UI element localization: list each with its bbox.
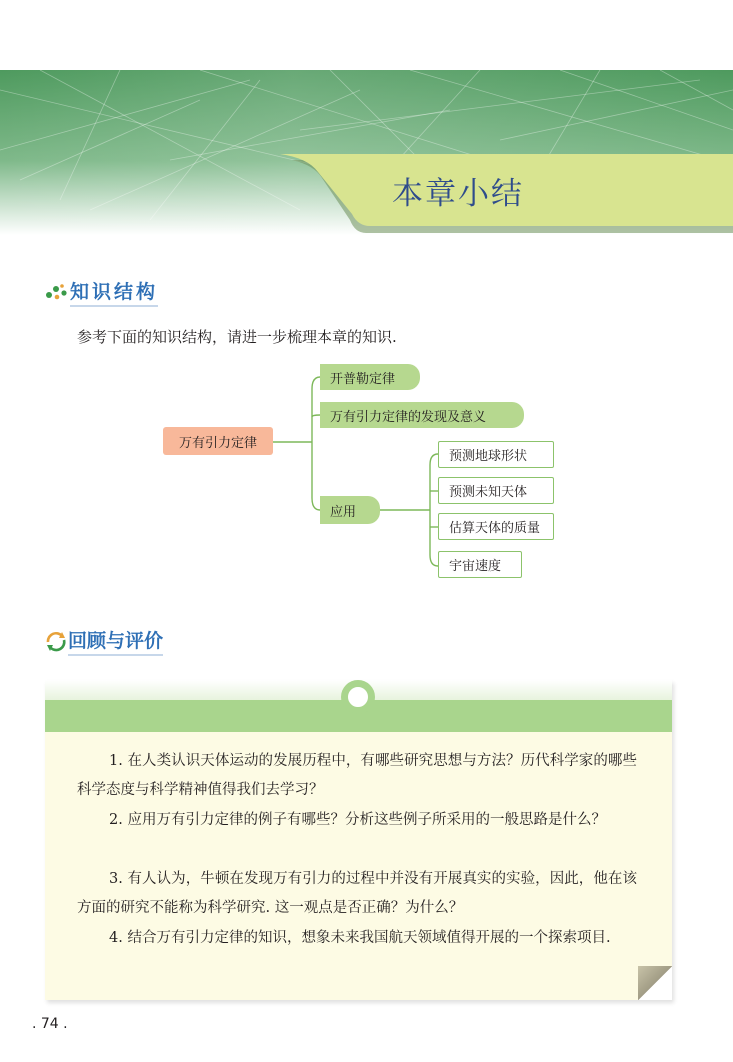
- mindmap-branch-kepler: 开普勒定律: [320, 364, 420, 390]
- mindmap-leaf-earth-shape: 预测地球形状: [438, 441, 554, 468]
- review-question: 1. 在人类认识天体运动的发展历程中，有哪些研究思想与方法？历代科学家的哪些科学态度与科学精神值得我们去学习？: [77, 753, 637, 798]
- mindmap-branch-discovery: 万有引力定律的发现及意义: [320, 402, 524, 428]
- section-heading-knowledge: [44, 277, 158, 307]
- cycle-arrows-icon: [44, 630, 68, 652]
- review-question: 2. 应用万有引力定律的例子有哪些？分析这些例子所采用的一般思路是什么？: [109, 812, 606, 828]
- mindmap-leaf-cosmic-speed: 宇宙速度: [438, 551, 522, 578]
- chapter-banner: [0, 70, 733, 235]
- binder-ring-icon: [341, 680, 375, 714]
- mindmap-leaf-unknown-body: 预测未知天体: [438, 477, 554, 504]
- knowledge-mindmap: [0, 355, 733, 585]
- mindmap-leaf-body-mass: 估算天体的质量: [438, 513, 554, 540]
- page-number: . 74 .: [32, 1016, 68, 1032]
- section-heading-text: 回顾与评价: [68, 626, 163, 656]
- dots-cluster-icon: [44, 282, 70, 302]
- page-fold-corner: [638, 966, 672, 1000]
- section-heading-review: [44, 626, 163, 656]
- chapter-title: 本章小结: [392, 176, 524, 212]
- intro-text: 参考下面的知识结构，请进一步梳理本章的知识.: [77, 328, 397, 346]
- banner-background: [0, 70, 733, 235]
- section-heading-text: 知识结构: [70, 277, 158, 307]
- mindmap-branch-application: 应用: [320, 496, 380, 524]
- mindmap-root: 万有引力定律: [163, 427, 273, 455]
- review-question: 3. 有人认为，牛顿在发现万有引力的过程中并没有开展真实的实验，因此，他在该方面的研究不能称为科学研究. 这一观点是否正确？为什么？: [77, 871, 637, 916]
- review-question: 4. 结合万有引力定律的知识，想象未来我国航天领域值得开展的一个探索项目.: [109, 930, 611, 946]
- review-questions-box: [45, 680, 672, 1000]
